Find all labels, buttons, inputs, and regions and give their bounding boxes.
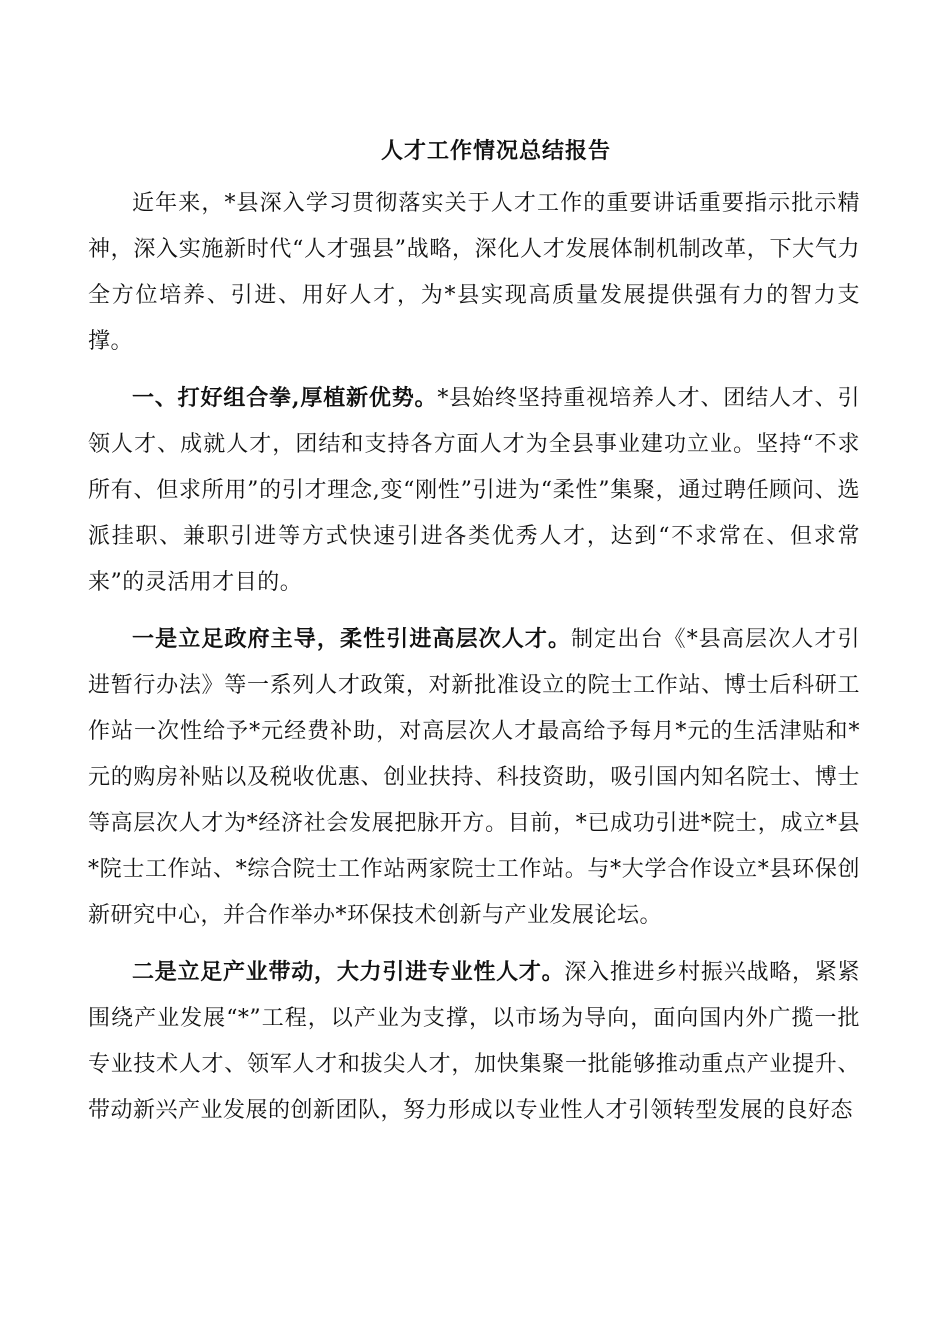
paragraph-intro: [88, 181, 860, 365]
paragraph-point-two: [88, 949, 860, 1134]
paragraph-text: 深入推进乡村振兴战略，紧紧围绕产业发展“*”工程，以产业为支撑，以市场为导向，面向国内外广揽一批专业技术人才、领军人才和拔尖人才，加快集聚一批能够推动重点产业提升、带动新兴产业发展的创新团队，努力形成以专业性人才引领转型发展的良好态: [88, 960, 860, 1123]
document-body: [88, 181, 860, 1134]
document-title: 人才工作情况总结报告: [380, 138, 611, 164]
paragraph-section-one: [88, 375, 860, 606]
point-heading: 二是立足产业带动，大力引进专业性人才。: [132, 959, 565, 985]
paragraph-point-one: [88, 616, 860, 939]
paragraph-text: 制定出台《*县高层次人才引进暂行办法》等一系列人才政策，对新批准设立的院士工作站、博士后科研工作站一次性给予*元经费补助，对高层次人才最高给予每月*元的生活津贴和*元的购房补贴以及税收优惠、创业扶持、科技资助，吸引国内知名院士、博士等高层次人才为*经济社会发展把脉开方。目前，*已成功引进*院士，成立*县*院士工作站、*综合院士工作站两家院士工作站。与*大学合作设立*县环保创新研究中心，并合作举办*环保技术创新与产业发展论坛。: [88, 627, 860, 928]
point-heading: 一是立足政府主导，柔性引进高层次人才。: [132, 626, 572, 652]
section-heading: 一、打好组合拳,厚植新优势。: [132, 385, 438, 411]
paragraph-text: 近年来，*县深入学习贯彻落实关于人才工作的重要讲话重要指示批示精神，深入实施新时代“人才强县”战略，深化人才发展体制机制改革，下大气力全方位培养、引进、用好人才，为*县实现高质量发展提供强有力的智力支撑。: [88, 191, 860, 354]
paragraph-text: *县始终坚持重视培养人才、团结人才、引领人才、成就人才，团结和支持各方面人才为全县事业建功立业。坚持“不求所有、但求所用”的引才理念,变“刚性”引进为“柔性”集聚，通过聘任顾问、选派挂职、兼职引进等方式快速引进各类优秀人才，达到“不求常在、但求常来”的灵活用才目的。: [88, 386, 860, 595]
